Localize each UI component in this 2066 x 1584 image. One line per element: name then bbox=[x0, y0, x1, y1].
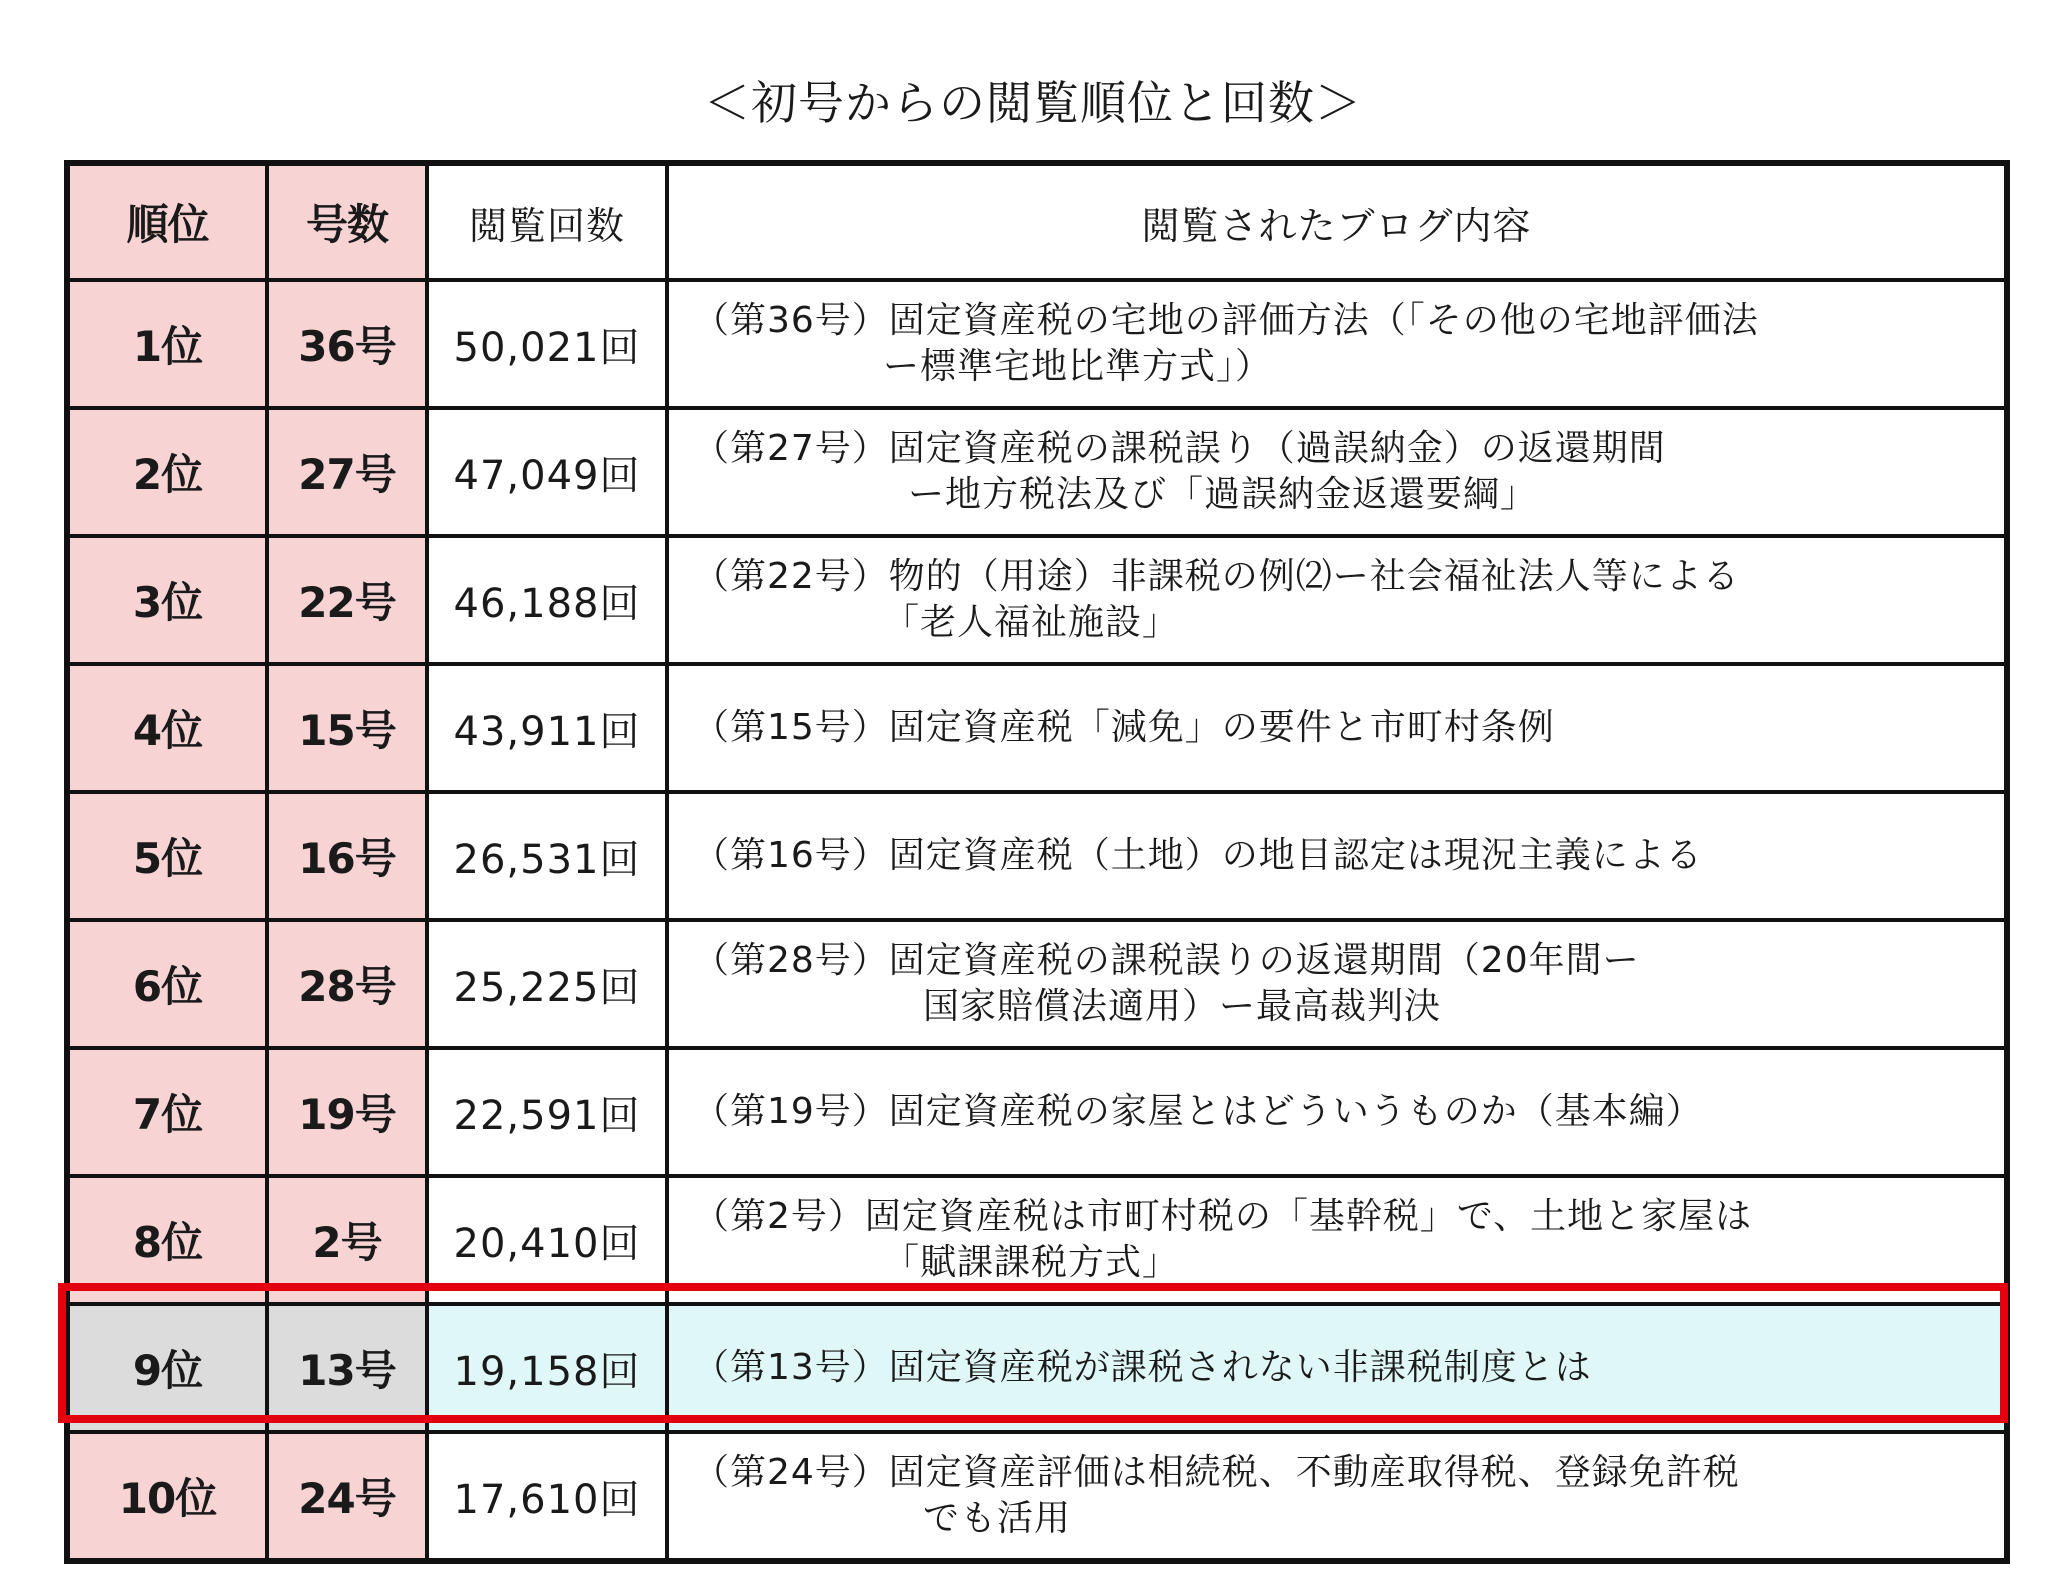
content-line-1: （第2号）固定資産税は市町村税の「基幹税」で、土地と家屋は bbox=[693, 1196, 1753, 1237]
content-line-1: （第13号）固定資産税が課税されない非課税制度とは bbox=[693, 1347, 1592, 1388]
issue-cell: 28号 bbox=[267, 920, 427, 1048]
content-line-2: 国家賠償法適用）ー最高裁判決 bbox=[923, 986, 1442, 1027]
issue-cell: 27号 bbox=[267, 408, 427, 536]
header-views: 閲覧回数 bbox=[427, 163, 667, 280]
table-row bbox=[67, 536, 2007, 664]
rank-cell: 4位 bbox=[67, 664, 267, 792]
content-line-1: （第36号）固定資産税の宅地の評価方法（「その他の宅地評価法 bbox=[693, 300, 1759, 341]
content-line-1: （第24号）固定資産評価は相続税、不動産取得税、登録免許税 bbox=[693, 1452, 1740, 1493]
content-line-1: （第19号）固定資産税の家屋とはどういうものか（基本編） bbox=[693, 1091, 1703, 1132]
views-cell: 25,225回 bbox=[427, 920, 667, 1048]
content-cell bbox=[667, 664, 2007, 792]
issue-cell: 15号 bbox=[267, 664, 427, 792]
content-cell bbox=[667, 408, 2007, 536]
content-line-2: 「賦課課税方式」 bbox=[883, 1242, 1180, 1283]
table-row-highlighted bbox=[67, 1304, 2007, 1432]
content-line-2: ー標準宅地比準方式」） bbox=[883, 346, 1273, 387]
header-issue: 号数 bbox=[267, 163, 427, 280]
content-cell bbox=[667, 536, 2007, 664]
views-cell: 47,049回 bbox=[427, 408, 667, 536]
rank-cell: 7位 bbox=[67, 1048, 267, 1176]
content-line-1: （第28号）固定資産税の課税誤りの返還期間（20年間ー bbox=[693, 940, 1640, 981]
views-cell: 20,410回 bbox=[427, 1176, 667, 1304]
content-line-1: （第22号）物的（用途）非課税の例⑵ー社会福祉法人等による bbox=[693, 556, 1740, 597]
content-line-2: 「老人福祉施設」 bbox=[883, 602, 1180, 643]
table-row bbox=[67, 920, 2007, 1048]
table-row bbox=[67, 1176, 2007, 1304]
rank-cell: 3位 bbox=[67, 536, 267, 664]
content-cell bbox=[667, 1048, 2007, 1176]
views-cell: 19,158回 bbox=[427, 1304, 667, 1432]
content-line-1: （第27号）固定資産税の課税誤り（過誤納金）の返還期間 bbox=[693, 428, 1666, 469]
rank-cell: 8位 bbox=[67, 1176, 267, 1304]
rank-cell: 2位 bbox=[67, 408, 267, 536]
header-rank: 順位 bbox=[67, 163, 267, 280]
issue-cell: 19号 bbox=[267, 1048, 427, 1176]
table-header-row bbox=[67, 163, 2007, 280]
content-cell bbox=[667, 1176, 2007, 1304]
issue-cell: 24号 bbox=[267, 1432, 427, 1561]
table-row bbox=[67, 1048, 2007, 1176]
table-row bbox=[67, 1432, 2007, 1561]
content-line-2: ー地方税法及び「過誤納金返還要綱」 bbox=[908, 474, 1538, 515]
ranking-table bbox=[64, 160, 2010, 1564]
views-cell: 43,911回 bbox=[427, 664, 667, 792]
issue-cell: 22号 bbox=[267, 536, 427, 664]
content-cell bbox=[667, 792, 2007, 920]
content-line-2: でも活用 bbox=[923, 1498, 1072, 1539]
rank-cell: 10位 bbox=[67, 1432, 267, 1561]
issue-cell: 16号 bbox=[267, 792, 427, 920]
views-cell: 17,610回 bbox=[427, 1432, 667, 1561]
table-row bbox=[67, 664, 2007, 792]
table-row bbox=[67, 408, 2007, 536]
content-line-1: （第15号）固定資産税「減免」の要件と市町村条例 bbox=[693, 707, 1555, 748]
views-cell: 46,188回 bbox=[427, 536, 667, 664]
table-row bbox=[67, 280, 2007, 408]
rank-cell: 5位 bbox=[67, 792, 267, 920]
content-cell bbox=[667, 280, 2007, 408]
issue-cell: 2号 bbox=[267, 1176, 427, 1304]
rank-cell: 1位 bbox=[67, 280, 267, 408]
issue-cell: 36号 bbox=[267, 280, 427, 408]
views-cell: 26,531回 bbox=[427, 792, 667, 920]
views-cell: 50,021回 bbox=[427, 280, 667, 408]
issue-cell: 13号 bbox=[267, 1304, 427, 1432]
rank-cell: 6位 bbox=[67, 920, 267, 1048]
content-line-1: （第16号）固定資産税（土地）の地目認定は現況主義による bbox=[693, 835, 1703, 876]
content-cell bbox=[667, 1432, 2007, 1561]
rank-cell: 9位 bbox=[67, 1304, 267, 1432]
page-title: ＜初号からの閲覧順位と回数＞ bbox=[704, 76, 1362, 130]
content-cell bbox=[667, 1304, 2007, 1432]
table-row bbox=[67, 792, 2007, 920]
header-content: 閲覧されたブログ内容 bbox=[667, 163, 2007, 280]
content-cell bbox=[667, 920, 2007, 1048]
views-cell: 22,591回 bbox=[427, 1048, 667, 1176]
